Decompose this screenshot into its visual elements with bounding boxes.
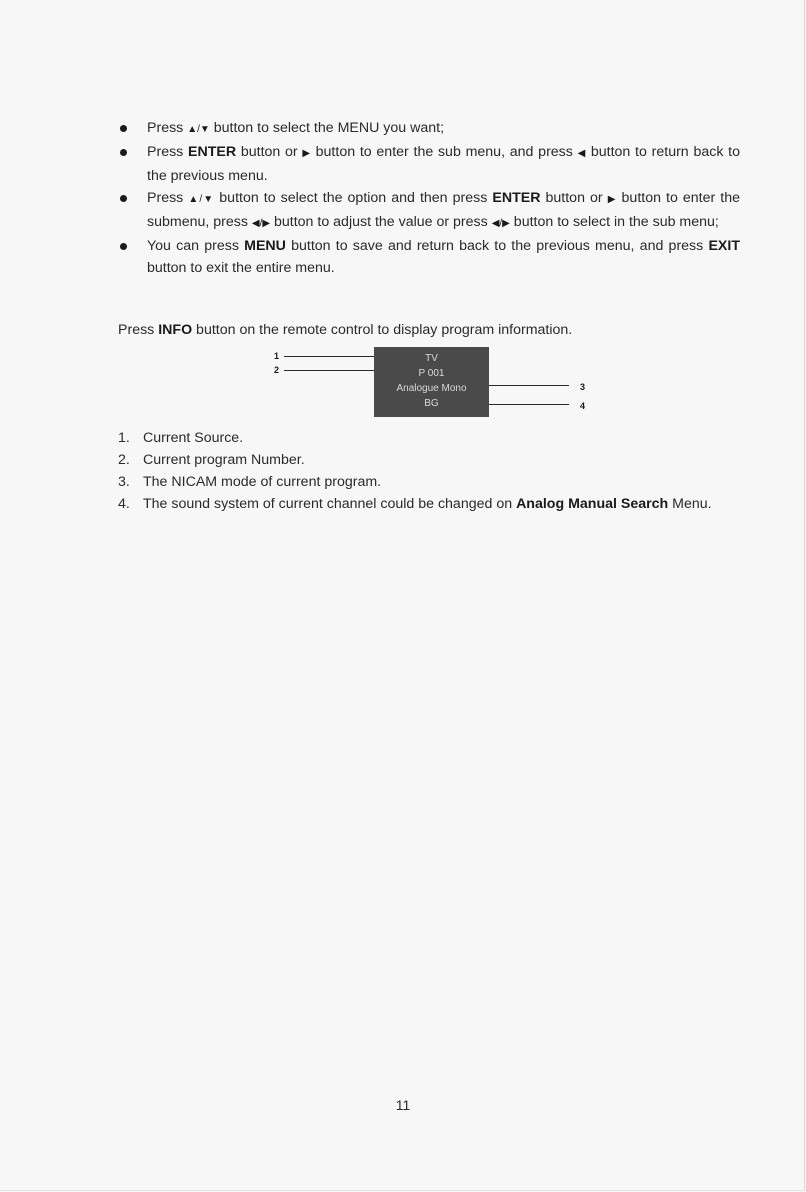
page-content bbox=[118, 117, 740, 515]
list-item bbox=[118, 117, 740, 141]
right-arrow-icon: ▶ bbox=[302, 148, 311, 159]
navigation-instructions bbox=[118, 117, 740, 279]
left-right-arrow-icon: ◀/▶ bbox=[491, 218, 510, 229]
item-text: The sound system of current channel could be changed on bbox=[143, 496, 517, 512]
text: button to enter the sub menu, and press bbox=[310, 144, 578, 160]
list-item bbox=[118, 493, 740, 515]
up-down-arrow-icon: ▲/▼ bbox=[187, 124, 210, 135]
list-item bbox=[118, 235, 740, 279]
osd-source: TV bbox=[425, 353, 438, 364]
callout-label-4: 4 bbox=[580, 401, 586, 411]
item-number: 2. bbox=[118, 452, 130, 468]
item-number: 1. bbox=[118, 430, 130, 446]
up-down-arrow-icon: ▲/▼ bbox=[188, 194, 215, 205]
diagram-legend-list bbox=[118, 427, 740, 515]
info-intro bbox=[118, 319, 740, 341]
exit-key-label: EXIT bbox=[708, 238, 740, 254]
text: Press bbox=[147, 190, 189, 206]
text: button to enter the submenu, press bbox=[147, 190, 741, 230]
text: button or bbox=[236, 144, 303, 160]
callout-label-3: 3 bbox=[580, 382, 586, 392]
list-item bbox=[118, 141, 740, 187]
text: You can press bbox=[147, 238, 245, 254]
text: button to save and return back to the previous menu, and press bbox=[285, 238, 709, 254]
item-text: The NICAM mode of current program. bbox=[143, 474, 382, 490]
osd-sound-system: BG bbox=[424, 398, 439, 409]
callout-label-2: 2 bbox=[274, 365, 280, 375]
text: Press bbox=[147, 144, 189, 160]
callout-line-2 bbox=[284, 370, 374, 371]
text: button to select in the sub menu; bbox=[509, 214, 719, 230]
item-number: 4. bbox=[118, 496, 130, 512]
text: button to return back to the previous menu. bbox=[147, 144, 740, 184]
info-key-label: INFO bbox=[158, 322, 193, 338]
callout-line-1 bbox=[284, 356, 374, 357]
text: Press bbox=[147, 120, 188, 136]
left-right-arrow-icon: ◀/▶ bbox=[251, 218, 271, 229]
callout-line-3 bbox=[489, 385, 569, 386]
text: button or bbox=[540, 190, 608, 206]
list-item bbox=[118, 471, 740, 493]
item-text: Current program Number. bbox=[143, 452, 305, 468]
enter-key-label: ENTER bbox=[492, 190, 541, 206]
osd-program-number: P 001 bbox=[418, 368, 445, 379]
text: button on the remote control to display program information. bbox=[192, 322, 573, 338]
program-info-diagram bbox=[118, 345, 740, 427]
text: button to adjust the value or press bbox=[270, 214, 492, 230]
osd-info-box bbox=[374, 347, 489, 417]
item-text: Current Source. bbox=[143, 430, 244, 446]
page-number: 11 bbox=[395, 1097, 411, 1113]
text: button to exit the entire menu. bbox=[147, 260, 335, 276]
osd-sound-mode: Analogue Mono bbox=[396, 383, 467, 394]
text: button to select the option and then press bbox=[214, 190, 493, 206]
right-arrow-icon: ▶ bbox=[607, 194, 617, 205]
text: Press bbox=[118, 322, 159, 338]
list-item bbox=[118, 449, 740, 471]
menu-name-label: Analog Manual Search bbox=[516, 496, 669, 512]
menu-key-label: MENU bbox=[244, 238, 286, 254]
callout-label-1: 1 bbox=[274, 351, 280, 361]
enter-key-label: ENTER bbox=[188, 144, 237, 160]
text: button to select the MENU you want; bbox=[209, 120, 445, 136]
item-text: Menu. bbox=[668, 496, 712, 512]
item-number: 3. bbox=[118, 474, 130, 490]
list-item bbox=[118, 187, 740, 235]
left-arrow-icon: ◀ bbox=[577, 148, 587, 159]
callout-line-4 bbox=[489, 404, 569, 405]
list-item bbox=[118, 427, 740, 449]
